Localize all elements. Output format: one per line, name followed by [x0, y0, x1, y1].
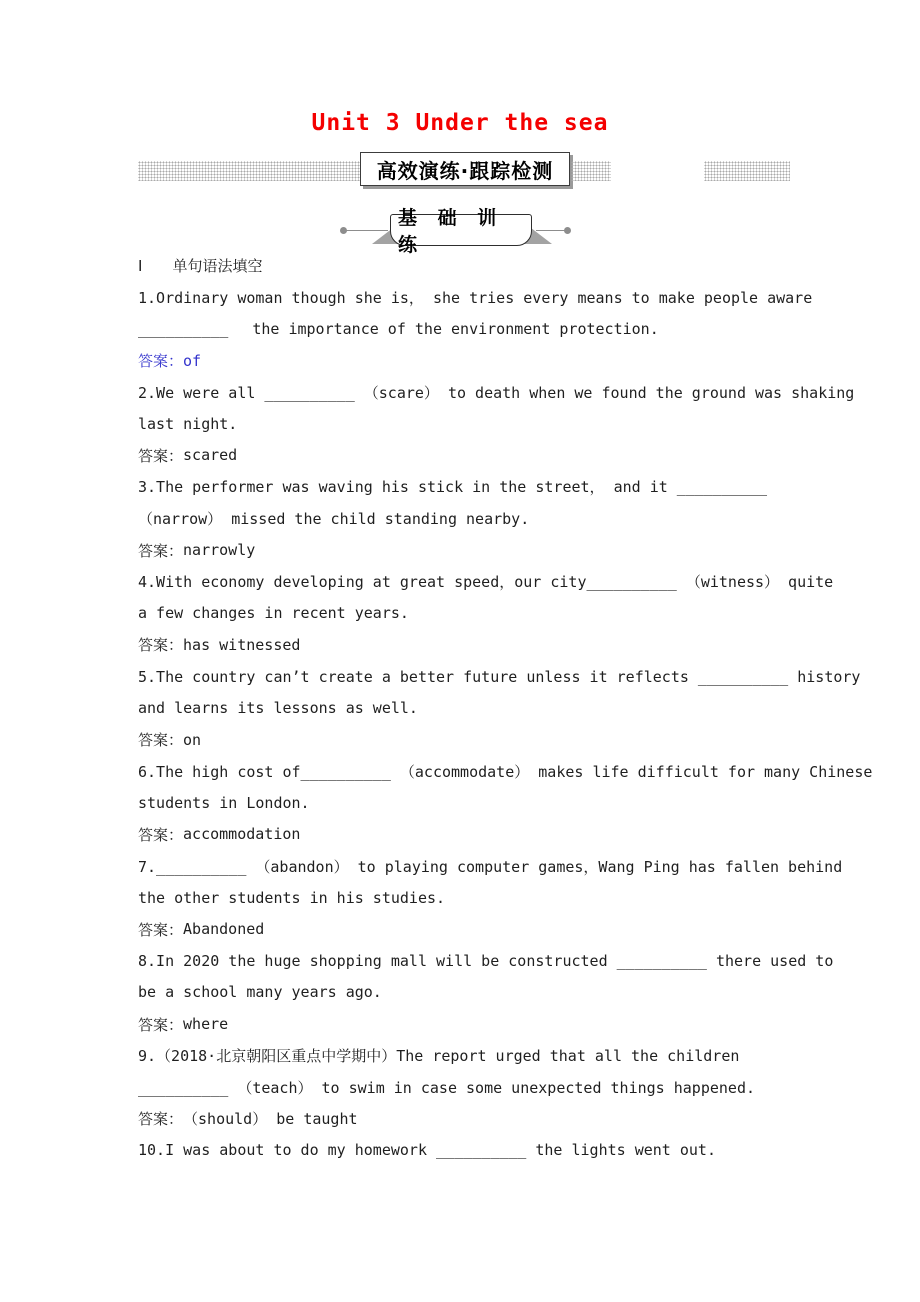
- answer-label: 答案：: [138, 1015, 184, 1034]
- exercise-line: 6.The high cost of__________ （accommodate） makes life difficult for many Chinese: [138, 762, 873, 781]
- exercise-line: __________ the importance of the environment protection.: [138, 320, 659, 339]
- exercise-line: a few changes in recent years.: [138, 604, 409, 623]
- answer-line: [138, 819, 880, 851]
- answer-line: [138, 629, 880, 661]
- exercise-line: 8.In 2020 the huge shopping mall will be constructed __________ there used to: [138, 951, 834, 970]
- badge-dot-right: [564, 227, 571, 234]
- answer-text: narrowly: [183, 541, 256, 560]
- exercise-line: last night.: [138, 414, 238, 433]
- badge-line-right: [536, 230, 566, 231]
- answer-text: （should） be taught: [183, 1110, 358, 1129]
- exercise-list: [138, 282, 880, 1167]
- answer-label: 答案：: [138, 825, 184, 844]
- exercise-line: 9.（2018·北京朝阳区重点中学期中）The report urged that all the children: [138, 1047, 740, 1066]
- answer-text: of: [183, 351, 202, 370]
- banner-box: [360, 152, 570, 186]
- answer-line: [138, 724, 880, 756]
- answer-text: where: [183, 1015, 229, 1034]
- section-banner: [0, 152, 920, 188]
- exercise-line: 7.__________ （abandon） to playing computer games，Wang Ping has fallen behind: [138, 857, 843, 876]
- exercise-line: 3.The performer was waving his stick in the street， and it __________: [138, 478, 768, 497]
- badge-title: 基 础 训 练: [398, 207, 504, 256]
- answer-label: 答案：: [138, 731, 184, 750]
- answer-text: has witnessed: [183, 635, 301, 654]
- badge-line-left: [346, 230, 388, 231]
- answer-text: Abandoned: [183, 920, 265, 939]
- answer-label: 答案：: [138, 352, 184, 371]
- answer-line: [138, 1103, 880, 1135]
- answer-line: [138, 913, 880, 945]
- exercise-line: 1.Ordinary woman though she is， she tries every means to make people aware: [138, 288, 813, 307]
- page-title: Unit 3 Under the sea: [311, 110, 609, 136]
- exercise-line: 10.I was about to do my homework __________ the lights went out.: [138, 1141, 716, 1160]
- section-numeral: Ⅰ: [138, 256, 143, 275]
- exercise-line: 5.The country can’t create a better future unless it reflects __________ history: [138, 667, 861, 686]
- exercise-line: 4.With economy developing at great speed，our city__________ （witness） quite: [138, 573, 834, 592]
- exercise-line: and learns its lessons as well.: [138, 699, 418, 718]
- answer-label: 答案：: [138, 636, 184, 655]
- hatch-bar-middle: [571, 161, 611, 181]
- answer-text: scared: [183, 446, 238, 465]
- exercise-line: （narrow） missed the child standing nearby.: [138, 510, 530, 529]
- hatch-bar-right: [704, 161, 790, 181]
- exercise-line: 2.We were all __________ （scare） to death when we found the ground was shaking: [138, 383, 855, 402]
- exercise-content: [0, 250, 920, 1166]
- banner-title: 高效演练·跟踪检测: [376, 158, 554, 183]
- answer-label: 答案：: [138, 920, 184, 939]
- answer-label: 答案：: [138, 1110, 184, 1129]
- exercise-line: __________ （teach） to swim in case some unexpected things happened.: [138, 1078, 755, 1097]
- badge-box: [390, 207, 532, 256]
- answer-text: on: [183, 730, 202, 749]
- answer-line: [138, 534, 880, 566]
- answer-line: [138, 1008, 880, 1040]
- exercise-line: students in London.: [138, 793, 310, 812]
- answer-line: [138, 440, 880, 472]
- exercise-line: be a school many years ago.: [138, 983, 382, 1002]
- exercise-line: the other students in his studies.: [138, 888, 446, 907]
- answer-text: accommodation: [183, 825, 301, 844]
- answer-label: 答案：: [138, 541, 184, 560]
- section-heading-label: 单句语法填空: [172, 257, 263, 276]
- basic-training-badge: [0, 207, 920, 256]
- answer-line: [138, 345, 880, 377]
- answer-label: 答案：: [138, 446, 184, 465]
- hatch-bar-left: [138, 161, 362, 181]
